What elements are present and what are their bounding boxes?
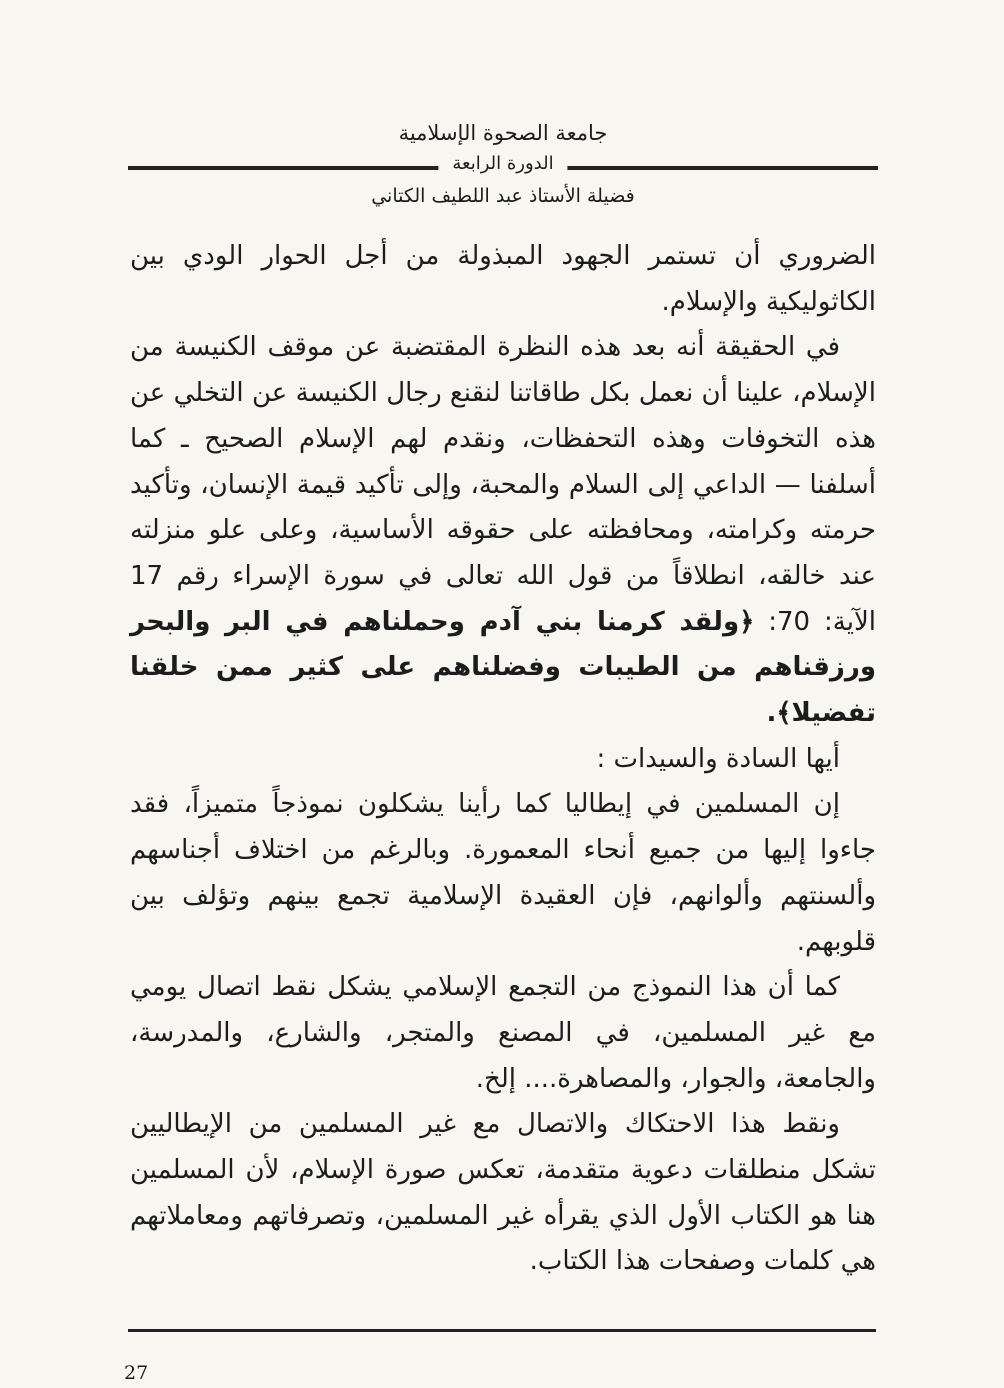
running-header [128, 118, 878, 210]
paragraph-6: ونقط هذا الاحتكاك والاتصال مع غير المسلمين من الإيطاليين تشكل منطلقات دعوية متقدمة، تعكس صورة الإسلام، لأن المسلمين هنا هو الكتاب الأول الذي يقرأه غير المسلمين، وتصرفاتهم ومعاملاتهم هي كلمات وصفحات هذا الكتاب. [130, 1109, 876, 1277]
quran-verse: ﴿ولقد كرمنا بني آدم وحملناهم في البر والبحر ورزقناهم من الطيبات وفضلناهم على كثير ممن خلقنا تفضيلا﴾. [130, 606, 876, 729]
header-session: الدورة الرابعة [438, 150, 567, 178]
footer-rule [128, 1329, 876, 1332]
paragraph-4: إن المسلمين في إيطاليا كما رأينا يشكلون نموذجاً متميزاً، فقد جاءوا إليها من جميع أنحاء المعمورة. وبالرغم من اختلاف أجناسهم وألسنتهم وألوانهم، فإن العقيدة الإسلامية تجمع بينهم وتؤلف بين قلوبهم. [130, 789, 876, 957]
paragraph-2-intro: في الحقيقة أنه بعد هذه النظرة المقتضبة عن موقف الكنيسة من الإسلام، علينا أن نعمل بكل طاقاتنا لنقنع رجال الكنيسة عن التخلي عن هذه التخوفات وهذه التحفظات، ونقدم لهم الإسلام الصحيح ـ كما أسلفنا — الداعي إلى السلام والمحبة، وإلى تأكيد قيمة الإنسان، وتأكيد حرمته وكرامته، ومحافظته على حقوقه الأساسية، وعلى علو منزلته عند خالقه، انطلاقاً من قول الله تعالى في سورة الإسراء رقم 17 الآية: 70: [130, 332, 876, 637]
header-rule-row [128, 150, 878, 180]
paragraph-1: الضروري أن تستمر الجهود المبذولة من أجل الحوار الودي بين الكاثوليكية والإسلام. [130, 241, 876, 317]
paragraph-5: كما أن هذا النموذج من التجمع الإسلامي يشكل نقط اتصال يومي مع غير المسلمين، في المصنع والمتجر، والشارع، والمدرسة، والجامعة، والجوار، والمصاهرة.... إلخ. [130, 972, 876, 1094]
header-title: جامعة الصحوة الإسلامية [398, 121, 608, 145]
body-text [130, 234, 876, 1285]
page-number: 27 [124, 1362, 149, 1384]
paragraph-3: أيها السادة والسيدات : [596, 743, 840, 774]
paragraph-2 [130, 325, 876, 736]
header-author: فضيلة الأستاذ عبد اللطيف الكتاني [371, 185, 635, 207]
